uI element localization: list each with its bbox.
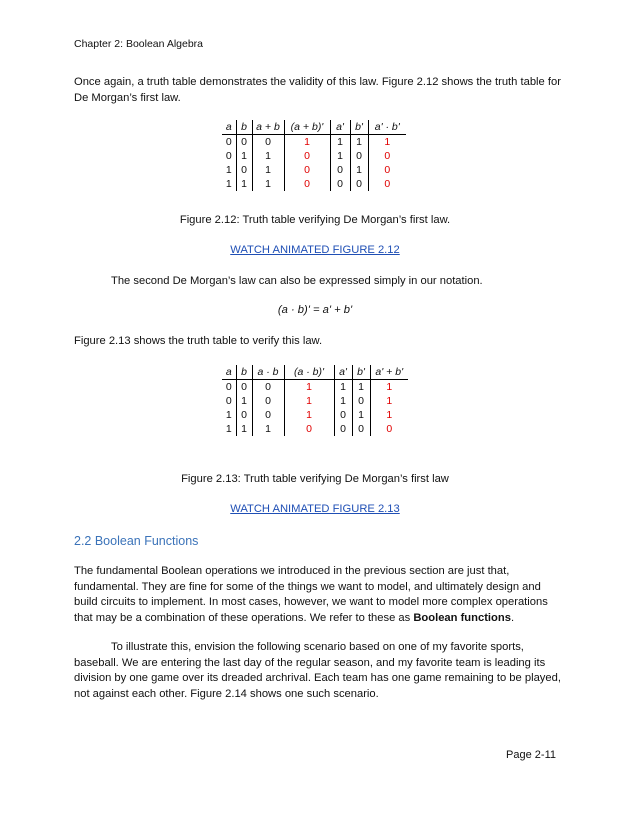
table-cell: 1 [330, 149, 350, 163]
boolean-functions-paragraph [74, 564, 564, 626]
table-cell: 1 [334, 380, 352, 395]
figure-2-13-intro: Figure 2.13 shows the truth table to verify this law. [74, 335, 323, 347]
page-number: Page 2-11 [506, 749, 556, 761]
table-cell: 1 [330, 135, 350, 150]
baseball-scenario-paragraph: To illustrate this, envision the following scenario based on one of my favorite sports, baseball. We are entering the last day of the regular season, and my favorite team is leading its division by one game over its dreaded archrival. Each team has one game remaining to be played, not against each other. Figure 2.14 shows one such scenario. [74, 641, 561, 700]
table-cell: 0 [236, 408, 252, 422]
table-cell: 0 [225, 381, 232, 393]
truth-table-2-12 [222, 120, 406, 191]
table-cell: 0 [236, 135, 252, 150]
table-cell: 1 [236, 149, 252, 163]
paragraph-text: The fundamental Boolean operations we introduced in the previous section are just that, fundamental. They are fine for some of the things we want to model, and ultimately design and build circuits to implement. In most cases, however, we want to model more complex operations that may be a combination of these operations. We refer to these as [74, 565, 548, 624]
table-cell: 0 [330, 163, 350, 177]
table-header-row [222, 120, 406, 135]
table-cell: 0 [368, 149, 406, 163]
de-morgan-formula: (a · b)' = a' + b' [277, 304, 353, 316]
truth-table-2-13 [222, 365, 408, 436]
table-row [222, 380, 408, 395]
table-cell: 1 [252, 163, 284, 177]
watch-animated-figure-2-12-link[interactable]: WATCH ANIMATED FIGURE 2.12 [230, 244, 400, 256]
table-cell: 1 [236, 177, 252, 191]
table-header-cell: b' [350, 120, 368, 135]
table-cell: 1 [236, 422, 252, 436]
table-cell: 0 [236, 163, 252, 177]
table-cell: 1 [352, 408, 370, 422]
table-cell: 0 [330, 177, 350, 191]
table-row [222, 135, 406, 150]
table-cell: 0 [284, 149, 330, 163]
table-cell: 1 [284, 380, 334, 395]
table-cell: 0 [252, 380, 284, 395]
table-cell: 0 [252, 135, 284, 150]
table-cell: 0 [370, 422, 408, 436]
table-header-cell: b' [352, 365, 370, 380]
table-row [222, 408, 408, 422]
paragraph-end: . [510, 611, 515, 624]
table-header-cell: b [236, 365, 252, 380]
figure-caption-2-13: Figure 2.13: Truth table verifying De Morgan’s first law [181, 473, 449, 485]
table-header-cell: b [236, 120, 252, 135]
table-row [222, 177, 406, 191]
table-cell: 0 [236, 380, 252, 395]
table-cell: 0 [334, 422, 352, 436]
table-cell: 1 [236, 394, 252, 408]
table-cell: 1 [370, 380, 408, 395]
table-header-cell: a' [334, 365, 352, 380]
table-cell: 0 [352, 422, 370, 436]
table-cell: 0 [225, 150, 232, 162]
table-cell: 1 [225, 423, 232, 435]
table-cell: 0 [252, 408, 284, 422]
table-row [222, 394, 408, 408]
watch-animated-figure-2-13-link[interactable]: WATCH ANIMATED FIGURE 2.13 [230, 503, 400, 515]
table-cell: 0 [284, 422, 334, 436]
figure-caption-2-12: Figure 2.12: Truth table verifying De Morgan’s first law. [179, 214, 451, 226]
table-header-cell: a + b [252, 120, 284, 135]
table-cell: 1 [225, 164, 232, 176]
table-cell: 0 [284, 177, 330, 191]
table-cell: 0 [284, 163, 330, 177]
table-header-cell: a' · b' [368, 120, 406, 135]
table-header-cell: (a + b)' [284, 120, 330, 135]
table-header-row [222, 365, 408, 380]
table-cell: 1 [252, 177, 284, 191]
table-cell: 1 [334, 394, 352, 408]
chapter-header: Chapter 2: Boolean Algebra [74, 38, 204, 50]
table-cell: 1 [368, 135, 406, 150]
table-cell: 1 [284, 135, 330, 150]
table-cell: 1 [225, 178, 232, 190]
table-header-cell: (a · b)' [284, 365, 334, 380]
table-header-cell: a' [330, 120, 350, 135]
table-cell: 0 [252, 394, 284, 408]
table-row [222, 149, 406, 163]
table-cell: 0 [368, 177, 406, 191]
table-header-cell: a [222, 120, 236, 135]
table-cell: 1 [252, 149, 284, 163]
table-cell: 0 [352, 394, 370, 408]
table-header-cell: a · b [252, 365, 284, 380]
table-header-cell: a' + b' [370, 365, 408, 380]
section-heading: 2.2 Boolean Functions [74, 534, 199, 548]
table-cell: 1 [252, 422, 284, 436]
intro-paragraph: Once again, a truth table demonstrates the validity of this law. Figure 2.12 shows the truth table for De Morgan’s first law. [74, 76, 561, 104]
table-cell: 0 [350, 149, 368, 163]
table-cell: 0 [368, 163, 406, 177]
table-row [222, 422, 408, 436]
second-law-paragraph: The second De Morgan’s law can also be expressed simply in our notation. [111, 275, 483, 287]
table-cell: 1 [225, 409, 232, 421]
table-cell: 0 [350, 177, 368, 191]
table-cell: 1 [284, 394, 334, 408]
boolean-functions-term: Boolean functions [413, 611, 511, 624]
table-cell: 0 [334, 408, 352, 422]
table-cell: 0 [225, 136, 232, 148]
table-header-cell: a [222, 365, 236, 380]
table-cell: 1 [370, 394, 408, 408]
table-cell: 1 [370, 408, 408, 422]
table-cell: 1 [350, 163, 368, 177]
table-row [222, 163, 406, 177]
table-cell: 0 [225, 395, 232, 407]
table-cell: 1 [284, 408, 334, 422]
table-cell: 1 [352, 380, 370, 395]
table-cell: 1 [350, 135, 368, 150]
